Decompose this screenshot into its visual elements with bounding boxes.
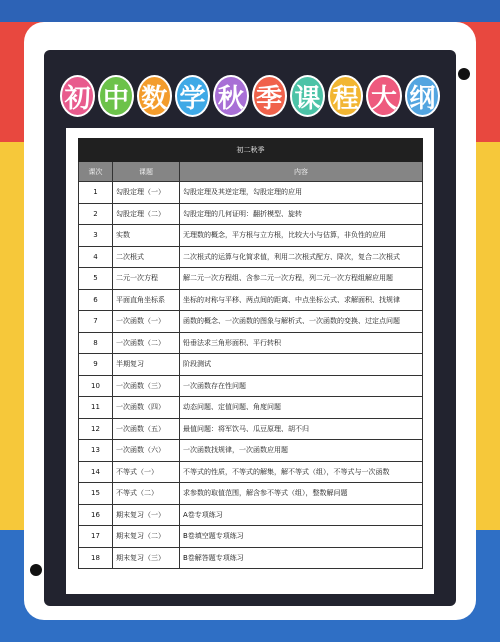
title-char: 程 — [328, 75, 363, 117]
topic-cell: 勾股定理（一） — [113, 182, 180, 204]
content-cell: 动态问题、定值问题、角度问题 — [180, 397, 423, 419]
table-row — [79, 440, 423, 462]
title-char: 大 — [366, 75, 401, 117]
lesson-number-cell: 18 — [79, 547, 113, 569]
content-cell: 一次函数存在性问题 — [180, 375, 423, 397]
topic-cell: 一次函数（三） — [113, 375, 180, 397]
lesson-number-cell: 3 — [79, 225, 113, 247]
table-row — [79, 483, 423, 505]
poster-title — [60, 72, 440, 120]
content-cell: 勾股定理及其逆定理，勾股定理的应用 — [180, 182, 423, 204]
topic-cell: 二次根式 — [113, 246, 180, 268]
table-row — [79, 354, 423, 376]
title-char: 课 — [290, 75, 325, 117]
content-cell: 一次函数找规律，一次函数应用题 — [180, 440, 423, 462]
header-lesson-number: 课次 — [79, 162, 113, 182]
content-cell: 求参数的取值范围，解含参不等式（组），整数解问题 — [180, 483, 423, 505]
header-content: 内容 — [180, 162, 423, 182]
topic-cell: 期末复习（一） — [113, 504, 180, 526]
topic-cell: 一次函数（四） — [113, 397, 180, 419]
lesson-number-cell: 16 — [79, 504, 113, 526]
content-cell: 阶段测试 — [180, 354, 423, 376]
topic-cell: 二元一次方程 — [113, 268, 180, 290]
content-cell: 最值问题：将军饮马、瓜豆原理、胡不归 — [180, 418, 423, 440]
lesson-number-cell: 4 — [79, 246, 113, 268]
topic-cell: 一次函数（六） — [113, 440, 180, 462]
lesson-number-cell: 11 — [79, 397, 113, 419]
topic-cell: 期末复习（二） — [113, 526, 180, 548]
syllabus-paper — [66, 128, 434, 594]
lesson-number-cell: 12 — [79, 418, 113, 440]
lesson-number-cell: 13 — [79, 440, 113, 462]
syllabus-table — [78, 138, 423, 569]
topic-cell: 一次函数（五） — [113, 418, 180, 440]
lesson-number-cell: 1 — [79, 182, 113, 204]
content-cell: 解二元一次方程组、含参二元一次方程，列二元一次方程组解应用题 — [180, 268, 423, 290]
topic-cell: 一次函数（二） — [113, 332, 180, 354]
content-cell: 函数的概念、一次函数的图象与解析式、一次函数的变换、过定点问题 — [180, 311, 423, 333]
topic-cell: 一次函数（一） — [113, 311, 180, 333]
lesson-number-cell: 17 — [79, 526, 113, 548]
topic-cell: 期末复习（三） — [113, 547, 180, 569]
content-cell: 二次根式的运算与化简求值，利用二次根式配方、降次，复合二次根式 — [180, 246, 423, 268]
table-row — [79, 461, 423, 483]
content-cell: 坐标的对称与平移、两点间的距离、中点坐标公式、求解面积、找规律 — [180, 289, 423, 311]
table-row — [79, 225, 423, 247]
content-cell: B卷填空题专项练习 — [180, 526, 423, 548]
table-caption-row — [79, 139, 423, 162]
table-row — [79, 526, 423, 548]
content-cell: 勾股定理的几何证明：翻折模型、旋转 — [180, 203, 423, 225]
table-row — [79, 397, 423, 419]
table-row — [79, 289, 423, 311]
topic-cell: 实数 — [113, 225, 180, 247]
table-row — [79, 332, 423, 354]
binder-ring-icon — [458, 68, 470, 80]
title-char: 数 — [137, 75, 172, 117]
title-char: 纲 — [405, 75, 440, 117]
topic-cell: 不等式（二） — [113, 483, 180, 505]
content-cell: 铅垂法求三角形面积、平行转积 — [180, 332, 423, 354]
lesson-number-cell: 8 — [79, 332, 113, 354]
title-char: 秋 — [213, 75, 248, 117]
title-char: 中 — [98, 75, 133, 117]
lesson-number-cell: 9 — [79, 354, 113, 376]
topic-cell: 勾股定理（二） — [113, 203, 180, 225]
lesson-number-cell: 6 — [79, 289, 113, 311]
content-cell: 不等式的性质，不等式的解集，解不等式（组），不等式与一次函数 — [180, 461, 423, 483]
table-caption: 初二秋季 — [79, 139, 423, 162]
table-row — [79, 375, 423, 397]
topic-cell: 半期复习 — [113, 354, 180, 376]
content-cell: 无理数的概念，平方根与立方根，比较大小与估算，非负性的应用 — [180, 225, 423, 247]
table-row — [79, 268, 423, 290]
topic-cell: 平面直角坐标系 — [113, 289, 180, 311]
lesson-number-cell: 2 — [79, 203, 113, 225]
lesson-number-cell: 14 — [79, 461, 113, 483]
table-row — [79, 182, 423, 204]
header-topic: 课题 — [113, 162, 180, 182]
table-header-row — [79, 162, 423, 182]
lesson-number-cell: 7 — [79, 311, 113, 333]
title-char: 初 — [60, 75, 95, 117]
table-row — [79, 203, 423, 225]
table-row — [79, 311, 423, 333]
table-row — [79, 418, 423, 440]
background-stripe-blue-top — [0, 0, 500, 22]
lesson-number-cell: 10 — [79, 375, 113, 397]
table-row — [79, 504, 423, 526]
lesson-number-cell: 5 — [79, 268, 113, 290]
title-char: 季 — [252, 75, 287, 117]
table-row — [79, 246, 423, 268]
content-cell: B卷解答题专项练习 — [180, 547, 423, 569]
binder-ring-icon — [30, 564, 42, 576]
table-row — [79, 547, 423, 569]
content-cell: A卷专项练习 — [180, 504, 423, 526]
topic-cell: 不等式（一） — [113, 461, 180, 483]
title-char: 学 — [175, 75, 210, 117]
lesson-number-cell: 15 — [79, 483, 113, 505]
